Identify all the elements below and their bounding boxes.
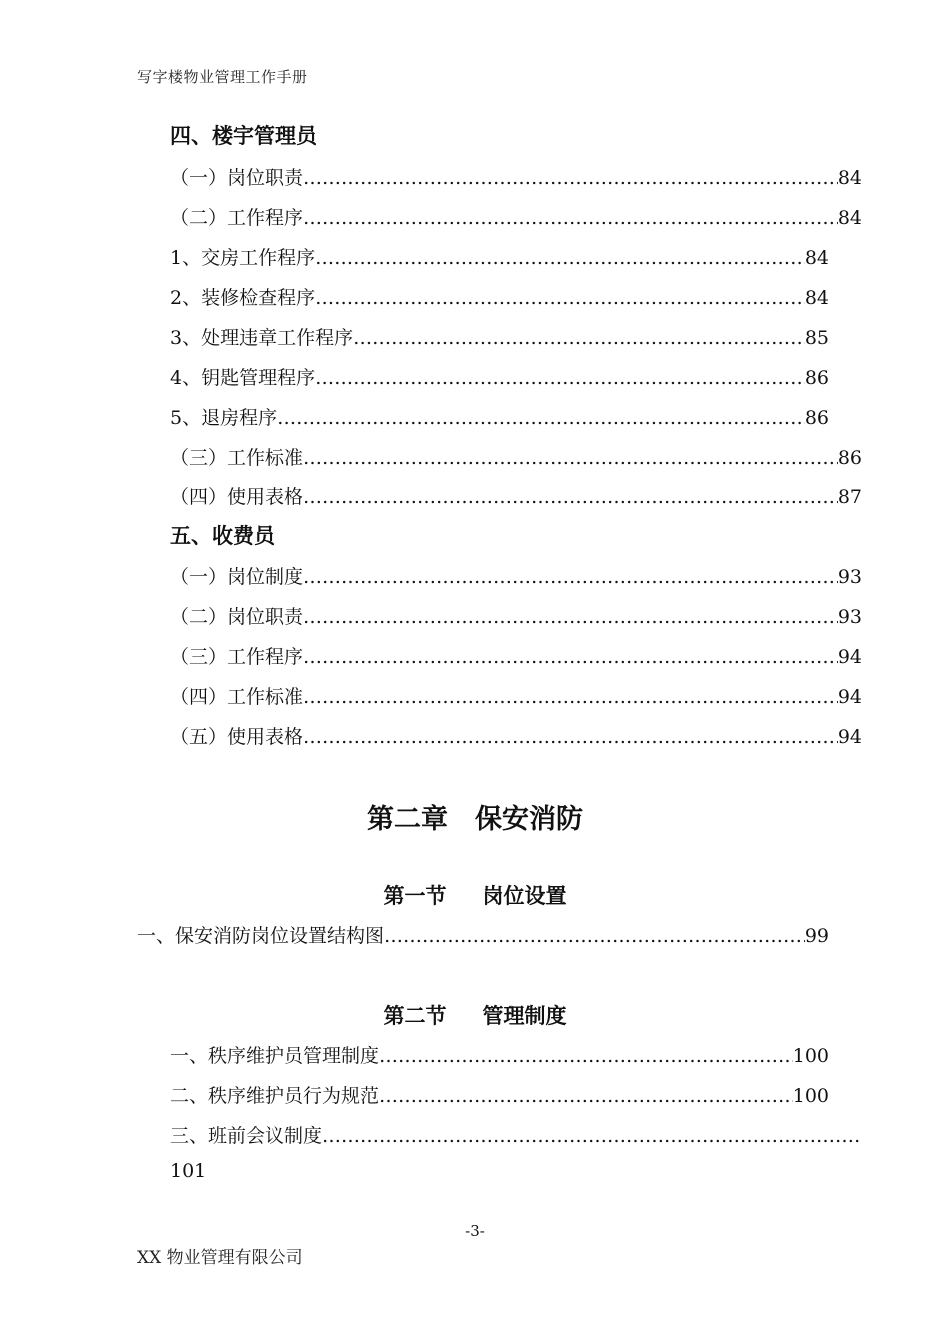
toc-entry-page: 87 [837,486,862,508]
toc-entry-page: 94 [837,686,862,708]
chapter-title: 第二章 保安消防 [367,804,583,835]
toc-leader-dots [303,642,838,672]
toc-entry-label: （五）使用表格 [170,726,304,748]
toc-leader-dots [303,203,838,233]
toc-entry-page: 100 [792,1085,829,1107]
toc-entry-page: 94 [837,646,862,668]
toc-heading-part5: 五、收费员 [170,524,275,548]
toc-leader-dots [303,482,838,512]
section-heading-1 [0,880,950,910]
toc-entry-label: 4、钥匙管理程序 [170,367,316,389]
toc-entry-page: 85 [804,327,829,349]
toc-entry-label: 5、退房程序 [170,407,278,429]
toc-entry[interactable] [170,1121,862,1151]
toc-entry-label: （二）岗位职责 [170,606,304,628]
toc-entry[interactable] [170,403,829,433]
toc-leader-dots [303,722,838,752]
toc-entry[interactable] [170,602,862,632]
toc-entry-page: 86 [804,367,829,389]
toc-entry[interactable] [170,642,862,672]
page-number: -3- [465,1222,485,1240]
toc-leader-dots [303,602,838,632]
toc-entry-label: （一）岗位制度 [170,566,304,588]
toc-leader-dots [322,1121,862,1151]
toc-leader-dots [379,1041,793,1071]
toc-entry[interactable] [170,283,829,313]
toc-entry-label: （三）工作程序 [170,646,304,668]
toc-leader-dots [353,323,805,353]
toc-leader-dots [303,682,838,712]
toc-entry-page-wrapped: 101 [170,1160,207,1182]
toc-entry[interactable] [170,722,862,752]
section-title: 管理制度 [482,1004,567,1028]
toc-entry-page: 86 [804,407,829,429]
section-number: 第二节 [383,1004,447,1028]
toc-entry[interactable] [170,203,862,233]
toc-entry-label: 一、保安消防岗位设置结构图 [137,925,385,947]
toc-entry[interactable] [170,163,862,193]
toc-entry-page: 84 [837,167,862,189]
running-footer: XX 物业管理有限公司 [137,1248,303,1268]
toc-leader-dots [384,921,805,951]
toc-entry[interactable] [170,562,862,592]
toc-entry-label: （二）工作程序 [170,207,304,229]
toc-entry[interactable] [170,1081,829,1111]
toc-heading-part4: 四、楼宇管理员 [170,124,317,148]
toc-entry-page: 84 [804,247,829,269]
toc-leader-dots [315,283,805,313]
toc-entry-page: 84 [804,287,829,309]
toc-entry-label: 一、秩序维护员管理制度 [170,1045,380,1067]
toc-leader-dots [303,443,838,473]
toc-leader-dots [379,1081,793,1111]
toc-entry-label: 二、秩序维护员行为规范 [170,1085,380,1107]
toc-entry[interactable] [170,323,829,353]
toc-entry[interactable] [170,482,862,512]
toc-entry-label: （三）工作标准 [170,447,304,469]
toc-entry-page: 86 [837,447,862,469]
toc-entry-label: （四）使用表格 [170,486,304,508]
toc-entry-label: 1、交房工作程序 [170,247,316,269]
toc-entry-page: 93 [837,606,862,628]
section-number: 第一节 [383,884,447,908]
toc-entry-page: 99 [804,925,829,947]
toc-leader-dots [315,243,805,273]
toc-entry-page: 100 [792,1045,829,1067]
toc-entry-label: （四）工作标准 [170,686,304,708]
toc-entry[interactable] [170,443,862,473]
section-heading-2 [0,1000,950,1030]
toc-entry-label: （一）岗位职责 [170,167,304,189]
toc-entry-label: 2、装修检查程序 [170,287,316,309]
toc-entry-label: 3、处理违章工作程序 [170,327,354,349]
toc-entry[interactable] [170,363,829,393]
running-header: 写字楼物业管理工作手册 [137,68,308,86]
toc-leader-dots [303,562,838,592]
toc-leader-dots [277,403,805,433]
toc-entry-page: 84 [837,207,862,229]
toc-entry-label: 三、班前会议制度 [170,1125,323,1147]
toc-entry-page: 94 [837,726,862,748]
toc-entry[interactable] [170,682,862,712]
toc-entry[interactable] [170,1041,829,1071]
section-title: 岗位设置 [482,884,567,908]
toc-leader-dots [303,163,838,193]
toc-entry-page: 93 [837,566,862,588]
toc-entry[interactable] [137,921,829,951]
toc-leader-dots [315,363,805,393]
toc-entry[interactable] [170,243,829,273]
